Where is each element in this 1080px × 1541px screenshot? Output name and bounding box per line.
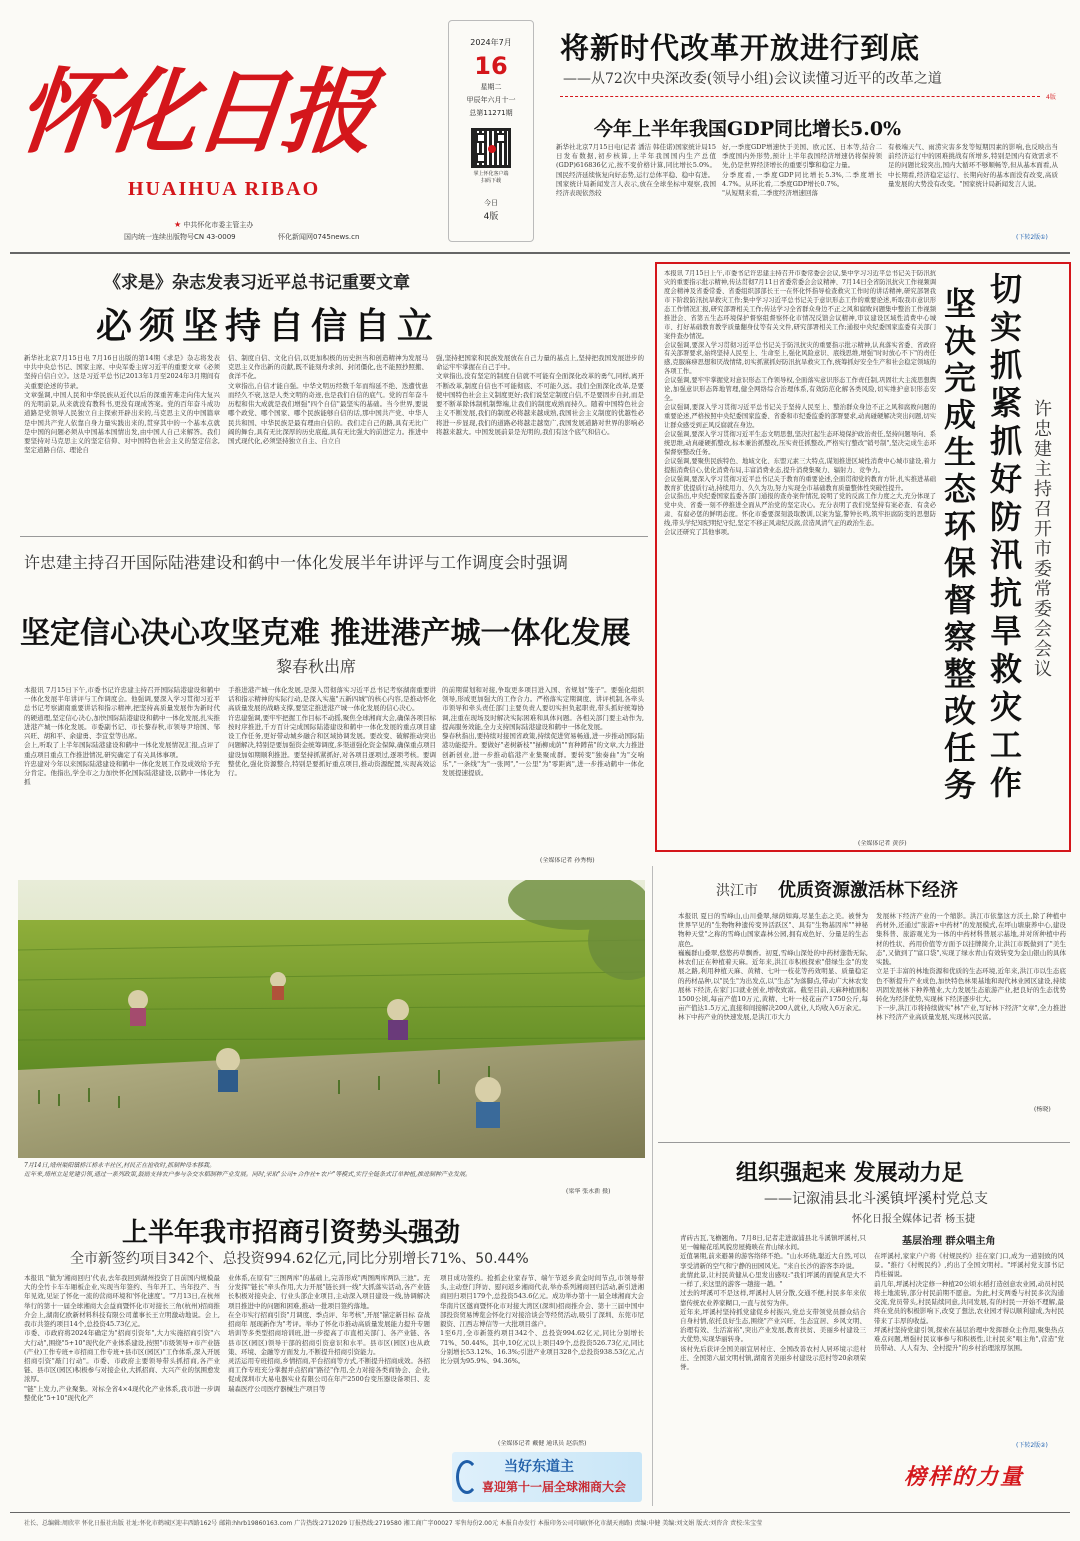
- sponsor-text: 中共怀化市委主管主办: [183, 221, 254, 229]
- forest-location: 洪江市: [716, 883, 758, 899]
- highlight-byline: (全媒体记者 黄莎): [858, 840, 907, 847]
- today-pages: 4版: [483, 212, 499, 222]
- port-title[interactable]: 坚定信心决心攻坚克难 推进港产城一体化发展: [20, 616, 631, 651]
- port-col-3: 的前期谋划和对接,争取更多项目进入国、省规划"笼子"。要强化组织领导,形成更加强大的工作合力。严格落实定期调度、讲评机制,各牵头市领导和牵头责任部门主要负责人要切实担负起职责,带头抓好统筹协调,注重在现场及时解决实际困难和具体问题。各相关部门要主动作为,提高服务效能,全力支持国际陆港建设和鹤中一体化发展。 黎春秋指出,要持续对接国省政策,持续促进贸易畅通,进一步推动国际陆港功能提升。要做好"老树新枝""插柳成荫""育种蹲苗"的文章,大力推进创新创业,进一步推动临港产业集聚成群。要转变"独奏曲"为"交响乐","一条线"为"一张网","一公里"为"零距离",进一步推动鹤中一体化发展提速提质。: [442, 686, 644, 777]
- forest-col-1: 本报讯 夏日的雪峰山,山川叠翠,绿荫如海,尽显生态之美。被誉为世界罕见的"生物物种遗传变异活跃区"、具有"生物基因库""神秘物种天堂"之称的雪峰山国家森林公园,拥有成色好、分量足的生态底色。 巍巍群山叠翠,悠悠药草飘香。初夏,雪峰山深处的中药材蓬勃无际,林农们正在种植着天麻。近年来,洪江市积极探索"借绿生金"的发展之路,利用种植天麻、黄精、七叶一枝花等药效明显、质量稳定的药材品种,以"民生"为出发点,以"生态"为落脚点,带动广大林农发展林下经济,在家门口就业创业,增收致富。截至目前,天麻种植面积1500公顷,每亩产值10万元,黄精、七叶一枝花亩产1750公斤,每亩产值达1.5万元,直接和间接解决200人就业,人均收入6万余元。 林下中药产业的快速发展,是洪江市大力: [678, 912, 868, 1022]
- port-col-2: 手推进港产城一体化发展,是深入贯彻落实习近平总书记考察湖南重要讲话和指示精神的实际行动,是深入实施"五新四城"的核心内容,是推动怀化高质量发展的战略支撑,要坚定推进港产城一体化发展的信心决心。 许忠建强调,要牢牢把握工作目标不动摇,聚焦全球湘商大会,确保各项目标按时序推进,千方百计完成国际陆港建设和鹤中一体化发展的重点项目建设工作任务,更好带动城乡融合和区域协调发展。要改变、破解推动突出问题解决,特别是要加强资金统筹调度,多渠道强化资金保障,确保重点项目建设加如期顺利推进。要坚持抓紧抓好,对各项目逐项过,逐项考核。要调整优化,强化资源整合,特别是要抓好重点项目,推动资源配置,实现高效运行。: [228, 686, 436, 777]
- rice-field-photo[interactable]: [18, 880, 645, 1158]
- today-label: 今日: [484, 199, 498, 207]
- masthead-website: 怀化新闻网0745news.cn: [278, 233, 360, 241]
- gdp-col-2: 好,一季度GDP增速快于美国、欧元区、日本等,结合二季度国内外形势,预计上半年我国经济增速仍将保持领先,仍是世界经济增长的重要引擎和稳定力量。 分季度看,一季度GDP同比增长5.3%,二季度增长4.7%。从环比看,二季度GDP增长0.7%。 "从短期来看,二季度经济增速回落: [722, 143, 882, 198]
- host-promo-line-2: 喜迎第十一届全球湘商大会: [482, 1480, 627, 1494]
- date-year-month: 2024年7月: [470, 38, 512, 47]
- investment-title[interactable]: 上半年我市招商引资势头强劲: [122, 1218, 461, 1248]
- top-story-page-ref: 4版: [1046, 94, 1056, 101]
- top-story-rule: [560, 96, 1040, 97]
- forest-col-2: 发展林下经济产业的一个缩影。洪江市依靠这方沃土,除了种植中药材外,还通过"旅游+中药材"的发展模式,在坪山塘康养中心,建设集科普、旅游观光为一体的中药材科普展示基地,并对所种植中药材的性状、药用价值等方面予以挂牌简介,让洪江市既做到了"美生态",又做到了"富口袋",实现了绿水青山有效转变为金山银山的具体实践。 立足于丰富的林地资源和优质的生态环境,近年来,洪江市以生态底色不断提升产业成色,加快特色林果基地和现代林业园区建设,持续巩固发展林下种养殖业,大力发展生态旅游产业,把良好的生态优势转化为经济优势,实现林下经济逐步壮大。 下一步,洪江市将持续做实"林"产业,写好林下经济"文章",全力推进林下经济产业高质量发展,实现林兴民富。: [876, 912, 1066, 1022]
- highlight-title-col-2[interactable]: 坚决完成生态环保督察整改任务: [944, 285, 977, 804]
- party-side-heading: 基层治理 群众唱主角: [902, 1236, 996, 1247]
- masthead-cn-number: 国内统一连续出版物号CN 43-0009: [124, 233, 236, 241]
- date-weekday: 星期二: [480, 83, 502, 91]
- investment-col-3: 项目成功签约。抢抓企业家春节、端午节返乡黄金时间节点,市领导带头,主动登门拜访、慰问返乡湘商代表,举办系列湘商回归活动,新引进湘商回归项目179个,总投资543.6亿元。成功举办第十一届全球湘商大会华南片区邀商暨怀化市对接大湾区(深圳)招商推介会、第十三届中国中部投资贸易博览会怀化行对接洽谈会等经贸活动,吸引了深圳、东莞市尼毅资、江西志博信等一大批项目落户。 1至6月,全市新签约项目342个、总投资994.62亿元,同比分别增长71%、50.44%。其中,10亿元以上项目49个,总投资526.73亿元,同比分别增长53.12%、16.3%;引进产业项目328个,总投资938.53亿元,占比分别为95.9%、94.36%。: [440, 1274, 644, 1365]
- qr-caption: 掌上怀化客户端 扫码下载: [473, 171, 509, 184]
- gdp-col-3: 有极端天气、雨涝灾害多发等短期因素的影响,也反映出当前经济运行中的困难挑战有所增多,特别是国内有效需求不足的问题比较突出,国内大循环不够顺畅等,但从基本面看,从中长期看,经济稳定运行、长期向好的基本面没有改变,高质量发展的大势没有改变。"国家统计局新闻发言人说。: [888, 143, 1058, 188]
- investment-byline: (全媒体记者 戴健 通讯员 赵浩然): [498, 1440, 587, 1447]
- rice-field-photo-art: [18, 880, 645, 1158]
- host-promo-banner[interactable]: [452, 1452, 642, 1502]
- gdp-turn-link[interactable]: (下转2版①): [1016, 234, 1048, 241]
- photo-credit: (梁华 张永新 摄): [566, 1188, 611, 1195]
- party-title[interactable]: 组织强起来 发展动力足: [736, 1160, 964, 1186]
- party-turn-link[interactable]: (下转2版②): [1016, 1442, 1048, 1449]
- highlight-kicker: 许忠建主持召开市委常委会会议: [1034, 399, 1052, 680]
- party-col-1: 青砖古瓦,飞檐翘角。7月8日,记者走进溆浦县北斗溪镇坪溪村,只见一幢幢花瑶风貌房屋掩映在青山绿水间。 近值暑期,前来避暑的游客络绎不绝。"山水环绕,聪近大自然,可以享受清新的空气和宁静的田园风光。"来自长沙的游客李玲说。 此情此景,让村民黄健从心里发出感叹:"我们坪溪的面貌真是大不一样了,来这里的游客一趟接一趟。" 过去的坪溪可不是这样,坪溪村人居分散,交通不便,村民多年来依靠传统农业养家糊口,一直与贫穷为伴。 近年来,坪溪村坚持抓党建促乡村振兴,党总支带领党员群众结合自身村情,依托良好生态,围绕"产业兴旺、生态宜居、乡风文明、治理有效、生活富裕",突出产业发展,教育扶贫、美丽乡村建设三大优势,实现华丽转身。 该村先后获评全国美丽宜居村庄、全国改善农村人居环境示范村庄、全国第六届文明村镇,湖南省美丽乡村建设示范村等20余项荣誉。: [680, 1234, 866, 1372]
- right-column-divider: [652, 866, 653, 1506]
- highlight-title-col-1[interactable]: 切实抓紧抓好防汛抗旱救灾工作: [990, 270, 1023, 802]
- party-subtitle: ——记溆浦县北斗溪镇坪溪村党总支: [764, 1191, 988, 1207]
- qiushi-col-2: 信、制度自信、文化自信,以更加积极的历史担当和创造精神为发展马克思主义作出新的贡献,既不能刻舟求剑、封闭僵化,也不能照抄照搬、食洋不化。 文章指出,自信才能自强。中华文明历经数千年而绵延不绝、迭遭忧患而经久不衰,这是人类文明的奇迹,也是我们自信的底气。党的百年奋斗历程和伟大成就是我们增强"四个自信"最坚实的基础。当今世界,要说哪个政党、哪个国家、哪个民族能够自信的话,那中国共产党、中华人民共和国、中华民族是最有理由自信的。我们走自己的路,具有无比广阔的舞台,具有无比深厚的历史底蕴,具有无比强大的前进定力。推进中国式现代化,必须坚持独立自主、自立自: [228, 354, 428, 445]
- masthead-logo: 怀化日报: [12, 58, 376, 166]
- photo-caption: 7月14日,靖州渠阳镇桥江桥永丰社区,村民正在抢收时,抓制种母本移栽。 近年来,靖州立足党建引领,通过一系列政策,鼓励支持农户参与杂交水稻制种产业发展。同时,采取"公司+合作社+农户"等模式,实行全链条式订单种植,推进制种产业发展。: [24, 1162, 472, 1178]
- top-story-title[interactable]: 将新时代改革开放进行到底: [560, 31, 921, 65]
- highlight-body: 本报讯 7月15日上午,市委书记许忠建主持召开市委常委会会议,集中学习习近平总书记关于防汛抗灾的重要指示批示精神,传达贯彻7月11日省委常委会会议精神、7月14日全省防汛抗灾工作视频调度会精神及省委常委、省委组织部部长王一在怀化怀指导检查救灾工作时的讲话精神,研究部署我市下阶段防汛抗旱救灾工作;集中学习习近平总书记关于意识形态工作的重要论述,听取我市意识形态工作情况汇报,研究部署相关工作;传达学习全省群众身边不正之风和腐败问题集中整治工作视频推进会、省第五生态环境保护督察组督察怀化市情况反馈会议精神,审议建设区域性消费中心城市、打好基础教育教学质量翻身仗等有关文件,研究部署相关工作;通报中央纪委国家监委有关部门案件查办情况。 会议强调,要深入学习贯彻习近平总书记关于防汛抗灾的重要指示批示精神,认真落实省委、省政府有关部署要求,始终坚持人民至上、生命至上,强化风险意识、底线思维,增强"时时放心不下"的责任感,克服麻痹思想和厌战情绪,切实抓紧抓好防汛抗旱救灾工作,统筹抓好安全生产和社会稳定领域的各项工作。 会议强调,要牢牢掌握党对意识形态工作领导权,全面落实意识形态工作责任制,巩固壮大主流思想舆论,加强意识形态阵地管理,健全网络综合治理体系,有效防范化解各类风险,切实维护意识形态安全。 会议强调,要深入学习贯彻习近平总书记关于坚持人民至上、整治群众身边不正之风和腐败问题的重要论述,严格按照中央纪委国家监委、省委和市纪委监委的部署要求,动真碰硬解决突出问题,切实让群众感受到正风反腐就在身边。 会议强调,要深入学习贯彻习近平生态文明思想,坚决扛起生态环境保护政治责任,坚持问题导向、系统思维,动真碰硬抓整改,标本兼治抓整改,压实责任抓整改,严格实行整改"销号制",坚决完成生态环保督察整改任务。 会议强调,要聚焦民族特色、地域文化、东盟元素三大特点,谋划推进区域性消费中心城市建设,着力提振消费信心,优化消费布局,丰富消费业态,提升消费集聚力、辐射力、竞争力。 会议强调,要深入学习贯彻习近平总书记关于教育的重要论述,全面贯彻党的教育方针,扎实推进基础教育扩优提质行动,持续用力、久久为功,努力实现全市基础教育质量整体性突破性提升。 会议指出,中央纪委国家监委各部门通报的查办案件情况,说明了党的反腐工作力度之大,充分体现了党中央、省委一刻不停推进全面从严治党的坚定决心。充分表明了我们党坚持有案必查、有贪必肃、有腐必惩的鲜明态度。怀化市委要深刻汲取教训,以案为鉴,警钟长鸣,筑牢拒腐防变的思想防线,带头学纪知纪明纪守纪,坚定不移正风肃纪反腐,营造风清气正的政治生态。 会议还研究了其他事项。: [664, 270, 936, 537]
- gdp-col-1: 新华社北京7月15日电(记者 潘洁 韩佳诺)国家统计局15日发布数据,初步核算,上半年我国国内生产总值(GDP)616836亿元,按不变价格计算,同比增长5.0%。国民经济延续恢复向好态势,运行总体平稳、稳中有进。 国家统计局新闻发言人表示,放在全球坐标中观察,我国经济表现依然较: [556, 143, 716, 198]
- investment-col-1: 本报讯 "做为'湘商回归'代表,去年我回到湖州投资了目前国内规模最大的全竹卡车车厢板企业,实现当年签约、当年开工、当年投产、当年见效,见证了怀化一流的营商环境和'怀化速度'。"7月13日,在杭州举行的第十一届全球湘商大会益商暨怀化市对接长三角(杭州)招商推介会上,湖南亿欧新材料科技有限公司董事长王立明激动地说。会上,我市共签约项目14个,总投资45.73亿元。 市委、市政府将2024年确定为"招商引资年",大力实施招商引资"六大行动",围绕"5+10"现代化产业体系建设,按照"市级领导+市产业链(产业)工作专班+市招商工作专班+县市区(园区)"工作体系,深入开展招商引资"敲门行动"。市委、市政府主要领导带头抓招商,各产业链、县市区(园区)积极参与对接企业,大抓招商、大兴产业的氛围愈发浓厚。 "链"上发力,产业聚集。对标全省4×4现代化产业体系,我市进一步调整优化"5+10"现代化产: [24, 1274, 220, 1402]
- footer-info: 社长、总编辑:周欣苹 怀化日报社出版 社址:怀化市鹤城区迎丰西路162号 邮箱:hhrb19860163.com 广告热线:2712029 订报热线:2719580 湘工商广字00027 零售每份2.00元 本报自办发行 本报印务公司印刷(怀化市湖天南路) 责编:申健 美编:刘文娟 版式:刘咨含 责校:朱宝莹: [24, 1520, 763, 1527]
- port-attendee: 黎春秋出席: [276, 657, 357, 676]
- investment-subtitle: 全市新签约项目342个、总投资994.62亿元,同比分别增长71%、50.44%: [70, 1251, 529, 1267]
- qr-code-icon[interactable]: [471, 128, 511, 168]
- forest-title[interactable]: 优质资源激活林下经济: [778, 880, 958, 901]
- forest-byline: (杨晓): [1034, 1106, 1051, 1113]
- party-byline: 怀化日报全媒体记者 杨玉捷: [852, 1214, 976, 1225]
- qiushi-title[interactable]: 必须坚持自信自立: [96, 305, 441, 347]
- masthead-pinyin: HUAIHUA RIBAO: [128, 178, 321, 200]
- masthead-divider: [10, 252, 1070, 254]
- investment-col-2: 业体系,在原有"三图两库"的基础上,完善形成"两图两库两队三池"。充分发挥"链长"牵头作用,大力开展"链长到一线"大抓落实活动,各产业链长积极对接央企、行业头部企业项目,主动深入项目建设一线,协调解决项目推进中的问题和困难,推动一批项目签约落地。 在全市实行招商引资"月调度、季点评、年考核",开展"锚定新目标 奋战招商年 展现新作为"考评。举办了怀化市推动高质量发展能力提升专题培训等多类型招商培训班,进一步提高了市直相关部门、各产业链、各县市区(园区)领导干部的招商引资意识和水平。县市区(园区)也从政策、环境、金融等方面发力,不断提升招商引资能力。 灵活运用专班招商,乡情招商,平台招商等方式,不断提升招商成效。各招商工作专班充分掌握并点招商"路径"作用,全力对接各类商协会、企业,促成深圳市大易电器实业有限公司在年产2500台变压器设备项目、麦瑞森医疗公司医疗器械生产项目等: [228, 1274, 430, 1393]
- party-col-2: 在坪溪村,家家户户将《村规民约》挂在家门口,成为一道别致的风景。"推行《村规民约》,约出了全国文明村。"坪溪村党支部书记肖桂福说。 前几年,坪溪村决定修一种植20公顷水稻打造创意农业园,动员村民将土地流转,部分村民前期不愿意。为此,村支两委与村民多次沟通交流,党员带头,村民陆续同意,共同发展,有的村民一开始不理解,最终在党员的积极影响下,改变了想法,农业园才得以顺利建成,为村民带来了丰厚的收益。 坪溪村坚持党建引领,探索在基层治理中发挥群众主作用,聚集热点难点问题,增强村民议事参与和积极性,让村民来"唱主角",营造"党员带动、人人有为、全村提升"的乡村治理浓厚氛围。: [874, 1252, 1064, 1353]
- qiushi-col-1: 新华社北京7月15日电 7月16日出版的第14期《求是》杂志将发表中共中央总书记、国家主席、中央军委主席习近平的重要文章《必须坚持自信自立》。这是习近平总书记2013年1月至2024年3月期间有关重要论述的节录。 文章强调,中国人民和中华民族从近代以后的深重苦难走向伟大复兴的光明前景,从来就没有教科书,更没有现成答案。党的百年奋斗成功道路是党领导人民独立自主探索开辟出来的,马克思主义的中国篇章是中国共产党人依靠自身力量实践出来的,贯穿其中的一个基本点就是中国的问题必须从中国基本国情出发,由中国人自己来解答。我们要坚持对马克思主义的坚定信仰、对中国特色社会主义的坚定信念,坚定道路自信、理论自: [24, 354, 220, 455]
- party-badge: 榜样的力量: [904, 1464, 1025, 1490]
- date-lunar: 甲辰年六月十一: [466, 96, 516, 104]
- port-byline: (全媒体记者 孙秀梅): [540, 857, 595, 864]
- forest-divider: [658, 1142, 1070, 1143]
- qiushi-kicker: 《求是》杂志发表习近平总书记重要文章: [104, 273, 410, 293]
- qiushi-col-3: 强,坚持把国家和民族发展放在自己力量的基点上,坚持把我国发展进步的命运牢牢掌握在自己手中。 文章指出,没有坚定的制度自信就不可能有全面深化改革的勇气,同样,离开不断改革,制度自信也不可能彻底、不可能久远。我们全面深化改革,是要使中国特色社会主义制度更好;我们说坚定制度自信,不是要固步自封,而是要不断革除体制机制弊端,让我们的制度成熟而持久。随着中国特色社会主义不断发展,我们的制度必将越来越成熟,我国社会主义制度的优越性必将进一步显现,我们的道路必将越走越宽广,我国发展道路对世界的影响必将越来越大。中国发展前景是光明的,我们有这个底气和信心。: [436, 354, 644, 436]
- qiushi-divider: [20, 536, 648, 537]
- port-kicker: 许忠建主持召开国际陆港建设和鹤中一体化发展半年讲评与工作调度会时强调: [24, 553, 569, 572]
- date-issue: 总第11271期: [469, 109, 513, 117]
- date-day: 16: [474, 52, 508, 80]
- top-story-subtitle: ——从72次中央深改委(领导小组)会议读懂习近平的改革之道: [563, 71, 942, 87]
- party-emblem-icon: ★: [174, 220, 182, 229]
- host-promo-line-1: 当好东道主: [504, 1459, 574, 1475]
- wave-icon: [456, 1460, 478, 1494]
- masthead-sponsor: [174, 220, 253, 230]
- port-col-1: 本报讯 7月15日下午,市委书记许忠建主持召开国际陆港建设和鹤中一体化发展半年讲评与工作调度会。他强调,要深入学习贯彻习近平总书记考察湖南重要讲话和指示精神,把坚持高质量发展作为新时代的硬道理,坚定信心决心,加快国际陆港建设和鹤中一体化发展,扎实推进港产城一体化发展。市委副书记、市长黎春秋,市领导尹培国、邹兴旺、胡和平、余建勇、李宜堂等出席。 会上,听取了上半年国际陆港建设和鹤中一体化发展情况汇报,点评了重点项目重点工作推进情况,研究确定了有关具体事项。 许忠建对今年以来国际陆港建设和鹤中一体化发展工作及成效给予充分肯定。他指出,学全市之力加快怀化国际陆港建设,以鹤中一体化为抓: [24, 686, 220, 787]
- footer-divider: [10, 1512, 1070, 1513]
- date-box: [448, 20, 534, 242]
- gdp-story-title[interactable]: 今年上半年我国GDP同比增长5.0%: [594, 118, 902, 140]
